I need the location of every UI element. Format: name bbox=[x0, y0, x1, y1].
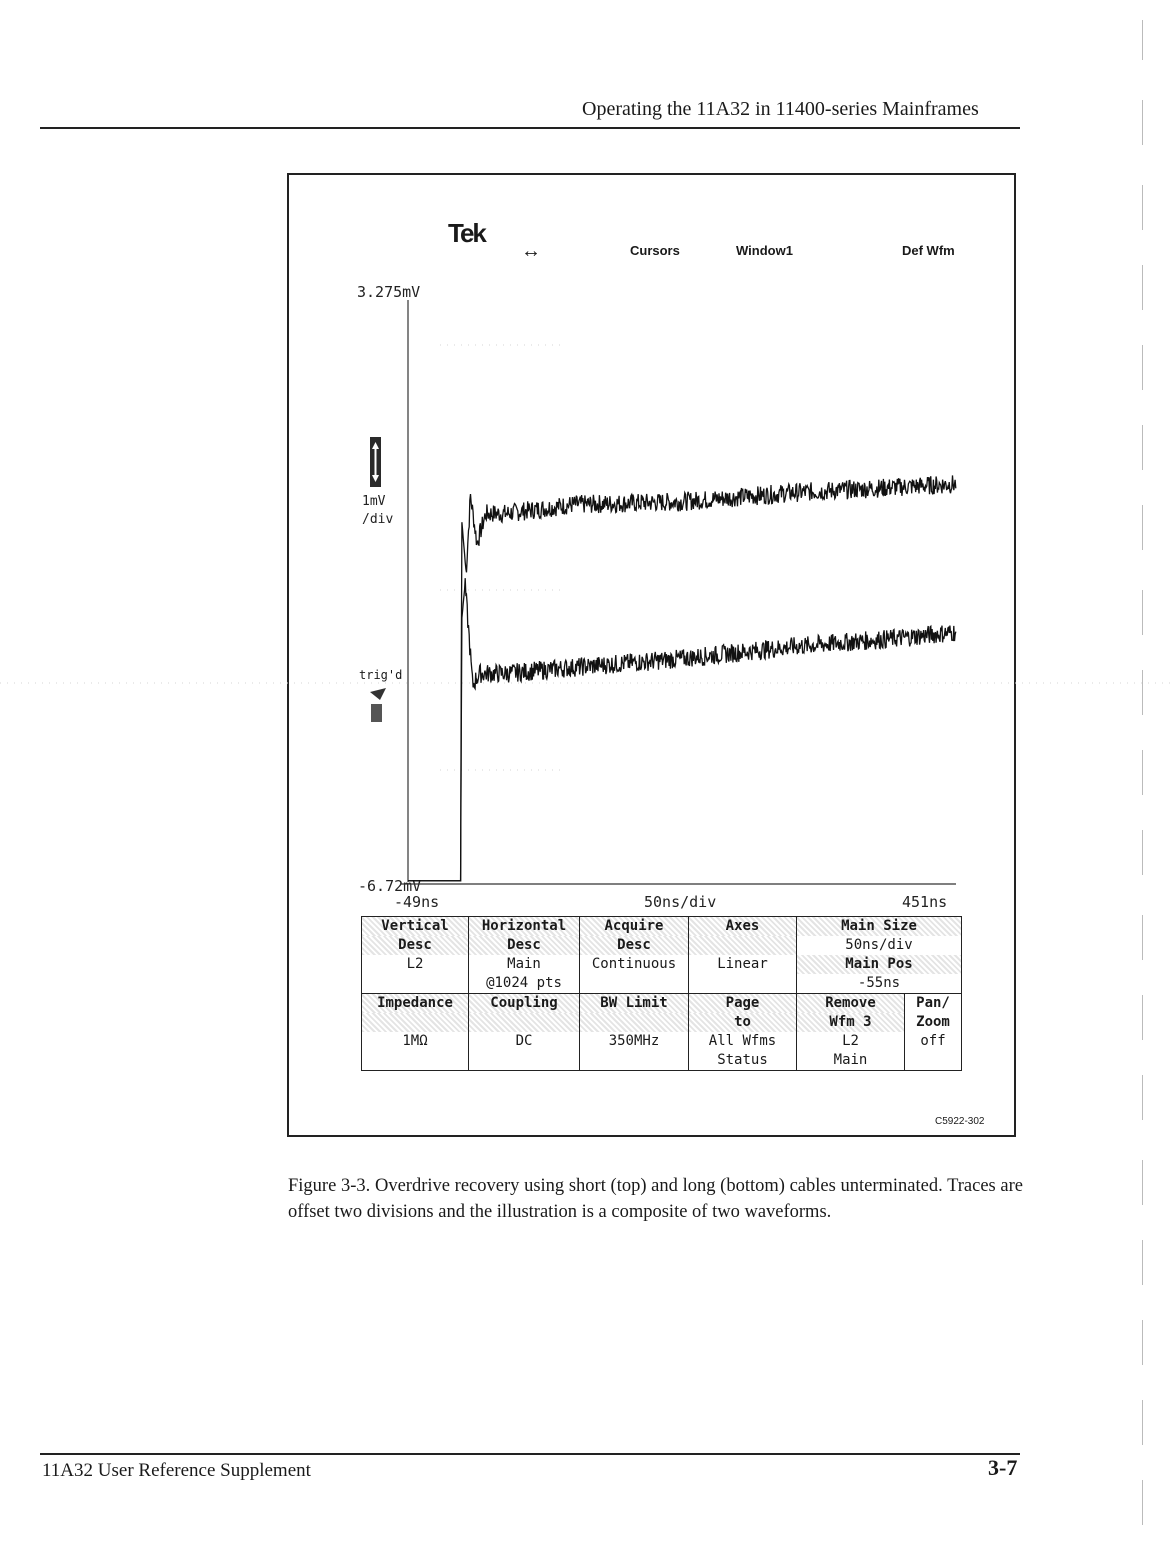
caption-text: Overdrive recovery using short (top) and long (bottom) cables unterminated. Traces are offset two divisions and the illustration is a composite of two waveforms. bbox=[288, 1176, 1024, 1222]
edge-mark bbox=[1138, 1240, 1143, 1285]
waveform-long-cable bbox=[408, 578, 956, 881]
menu-coupling[interactable]: Coupling DC bbox=[469, 994, 580, 1071]
menu-bw-limit[interactable]: BW Limit 350MHz bbox=[580, 994, 689, 1071]
bottom-voltage-label: -6.72mV bbox=[358, 877, 422, 895]
edge-mark bbox=[1138, 830, 1143, 875]
edge-mark bbox=[1138, 265, 1143, 310]
edge-mark bbox=[1138, 345, 1143, 390]
scale-div-label: /div bbox=[362, 512, 394, 527]
trigger-icon bbox=[370, 688, 386, 722]
edge-mark bbox=[1138, 425, 1143, 470]
edge-mark bbox=[1138, 1075, 1143, 1120]
edge-mark bbox=[1138, 505, 1143, 550]
time-scale-label: 50ns/div bbox=[644, 893, 717, 911]
top-voltage-label: 3.275mV bbox=[357, 283, 421, 301]
edge-mark bbox=[1138, 1320, 1143, 1365]
footer-title: 11A32 User Reference Supplement bbox=[42, 1460, 311, 1481]
vertical-arrows-icon bbox=[370, 437, 381, 487]
menu-pan-zoom[interactable]: Pan/ Zoom off bbox=[905, 994, 962, 1071]
horizontal-arrows-icon: ↔ bbox=[521, 240, 541, 262]
edge-mark bbox=[1138, 1160, 1143, 1205]
footer-rule bbox=[40, 1453, 1020, 1455]
menu-horizontal-desc[interactable]: Horizontal Desc Main @1024 pts bbox=[469, 917, 580, 994]
edge-mark bbox=[1138, 20, 1143, 60]
caption-label: Figure 3-3. bbox=[288, 1176, 371, 1196]
menu-impedance[interactable]: Impedance 1MΩ bbox=[362, 994, 469, 1071]
menu-vertical-desc[interactable]: Vertical Desc L2 bbox=[362, 917, 469, 994]
scale-label: 1mV bbox=[362, 494, 386, 509]
cursors-menu: Cursors bbox=[630, 243, 680, 258]
menu-remove-wfm[interactable]: Remove Wfm 3 L2 Main bbox=[797, 994, 905, 1071]
edge-mark bbox=[1138, 670, 1143, 715]
menu-acquire-desc[interactable]: Acquire Desc Continuous bbox=[580, 917, 689, 994]
edge-mark bbox=[1138, 750, 1143, 795]
menu-main-size-pos[interactable]: Main Size 50ns/div Main Pos -55ns bbox=[797, 917, 962, 994]
edge-mark bbox=[1138, 185, 1143, 230]
page-number: 3-7 bbox=[988, 1455, 1018, 1480]
menu-page-to[interactable]: Page to All Wfms Status bbox=[689, 994, 797, 1071]
edge-mark bbox=[1138, 1400, 1143, 1445]
time-end-label: 451ns bbox=[902, 893, 948, 911]
edge-mark bbox=[1138, 1480, 1143, 1525]
menu-axes[interactable]: Axes Linear bbox=[689, 917, 797, 994]
figure-caption bbox=[288, 1173, 1023, 1225]
figure-id: C5922-302 bbox=[935, 1116, 985, 1127]
edge-mark bbox=[1138, 995, 1143, 1040]
tek-logo: Tek bbox=[448, 218, 485, 248]
trig-label: trig'd bbox=[359, 668, 403, 682]
time-start-label: -49ns bbox=[394, 893, 440, 911]
running-header: Operating the 11A32 in 11400-series Mainframes bbox=[582, 98, 979, 120]
def-wfm-menu: Def Wfm bbox=[902, 243, 955, 258]
edge-mark bbox=[1138, 590, 1143, 635]
scope-menu-table bbox=[361, 916, 962, 1071]
window-menu: Window1 bbox=[736, 243, 793, 258]
grid-dots bbox=[0, 345, 1176, 770]
edge-mark bbox=[1138, 915, 1143, 960]
edge-mark bbox=[1138, 100, 1143, 145]
